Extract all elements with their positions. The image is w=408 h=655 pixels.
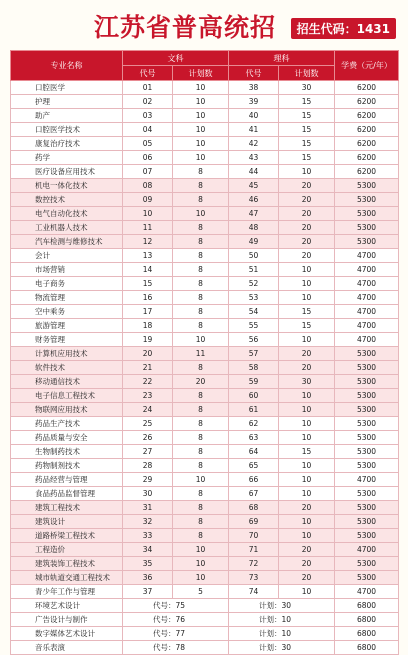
major-cell: 物联网应用技术 [11, 403, 123, 417]
wenke-plan-cell: 10 [173, 151, 229, 165]
fee-cell: 5300 [335, 417, 399, 431]
fee-cell: 6200 [335, 137, 399, 151]
header [0, 0, 408, 48]
like-code-cell: 67 [229, 487, 279, 501]
like-plan-cell: 10 [279, 431, 335, 445]
wenke-plan-cell: 8 [173, 529, 229, 543]
table-row [11, 81, 399, 95]
table-row [11, 221, 399, 235]
wenke-code-cell: 35 [123, 557, 173, 571]
like-code-cell: 61 [229, 403, 279, 417]
wenke-plan-cell: 8 [173, 361, 229, 375]
fee-cell: 6200 [335, 165, 399, 179]
like-code-cell: 38 [229, 81, 279, 95]
wenke-code-cell: 24 [123, 403, 173, 417]
fee-cell: 5300 [335, 179, 399, 193]
wenke-code-cell: 01 [123, 81, 173, 95]
table-row [11, 123, 399, 137]
wenke-code-cell: 25 [123, 417, 173, 431]
table-row [11, 431, 399, 445]
like-plan-cell: 20 [279, 557, 335, 571]
major-cell: 广告设计与制作 [11, 613, 123, 627]
fee-cell: 5300 [335, 207, 399, 221]
wenke-code-cell: 15 [123, 277, 173, 291]
fee-cell: 4700 [335, 249, 399, 263]
major-cell: 软件技术 [11, 361, 123, 375]
fee-cell: 5300 [335, 501, 399, 515]
like-code-cell: 68 [229, 501, 279, 515]
like-code-cell: 41 [229, 123, 279, 137]
fee-cell: 6800 [335, 627, 399, 641]
major-cell: 环境艺术设计 [11, 599, 123, 613]
like-code-cell: 45 [229, 179, 279, 193]
wenke-plan-cell: 8 [173, 277, 229, 291]
wenke-code-cell: 33 [123, 529, 173, 543]
like-plan-cell: 10 [279, 417, 335, 431]
major-cell: 财务管理 [11, 333, 123, 347]
like-plan-cell: 15 [279, 319, 335, 333]
fee-cell: 4700 [335, 473, 399, 487]
like-plan-header: 计划数 [279, 66, 335, 81]
like-plan-cell: 20 [279, 501, 335, 515]
like-plan-cell: 10 [279, 333, 335, 347]
wenke-plan-cell: 8 [173, 501, 229, 515]
major-cell: 口腔医学 [11, 81, 123, 95]
wenke-code-header: 代号 [123, 66, 173, 81]
like-code-cell: 60 [229, 389, 279, 403]
like-plan-cell: 10 [279, 291, 335, 305]
wenke-code-cell: 19 [123, 333, 173, 347]
fee-cell: 5300 [335, 529, 399, 543]
like-plan-cell: 15 [279, 305, 335, 319]
like-plan-cell: 20 [279, 543, 335, 557]
fee-cell: 5300 [335, 361, 399, 375]
like-code-cell: 66 [229, 473, 279, 487]
like-code-cell: 65 [229, 459, 279, 473]
wenke-code-cell: 14 [123, 263, 173, 277]
table-row [11, 333, 399, 347]
table-row [11, 305, 399, 319]
wenke-plan-cell: 8 [173, 487, 229, 501]
like-plan-cell: 20 [279, 221, 335, 235]
combined-code-cell: 代号：76 [123, 613, 229, 627]
wenke-code-cell: 06 [123, 151, 173, 165]
major-cell: 汽车检测与维修技术 [11, 235, 123, 249]
table-row [11, 361, 399, 375]
admission-table [10, 50, 399, 655]
major-cell: 电子商务 [11, 277, 123, 291]
major-cell: 青少年工作与管理 [11, 585, 123, 599]
wenke-plan-cell: 8 [173, 165, 229, 179]
wenke-plan-cell: 10 [173, 543, 229, 557]
like-code-cell: 43 [229, 151, 279, 165]
like-code-cell: 69 [229, 515, 279, 529]
like-code-cell: 44 [229, 165, 279, 179]
wenke-plan-cell: 5 [173, 585, 229, 599]
wenke-plan-cell: 10 [173, 207, 229, 221]
wenke-plan-cell: 8 [173, 193, 229, 207]
fee-cell: 4700 [335, 319, 399, 333]
wenke-code-cell: 37 [123, 585, 173, 599]
wenke-plan-cell: 8 [173, 305, 229, 319]
fee-cell: 5300 [335, 431, 399, 445]
major-cell: 空中乘务 [11, 305, 123, 319]
wenke-code-cell: 02 [123, 95, 173, 109]
like-plan-cell: 30 [279, 81, 335, 95]
table-row [11, 291, 399, 305]
like-header: 理科 [229, 51, 335, 66]
major-cell: 电气自动化技术 [11, 207, 123, 221]
wenke-code-cell: 34 [123, 543, 173, 557]
wenke-plan-cell: 11 [173, 347, 229, 361]
like-plan-cell: 20 [279, 193, 335, 207]
wenke-code-cell: 08 [123, 179, 173, 193]
like-code-cell: 52 [229, 277, 279, 291]
fee-cell: 6200 [335, 95, 399, 109]
like-code-cell: 56 [229, 333, 279, 347]
fee-cell: 5300 [335, 459, 399, 473]
table-row [11, 263, 399, 277]
wenke-plan-cell: 10 [173, 571, 229, 585]
fee-cell: 5300 [335, 445, 399, 459]
table-row [11, 473, 399, 487]
like-code-cell: 48 [229, 221, 279, 235]
fee-cell: 6800 [335, 613, 399, 627]
like-code-cell: 54 [229, 305, 279, 319]
wenke-code-cell: 16 [123, 291, 173, 305]
table-row [11, 375, 399, 389]
major-cell: 食品药品监督管理 [11, 487, 123, 501]
wenke-code-cell: 31 [123, 501, 173, 515]
like-code-cell: 47 [229, 207, 279, 221]
like-plan-cell: 10 [279, 403, 335, 417]
fee-cell: 5300 [335, 221, 399, 235]
fee-cell: 4700 [335, 585, 399, 599]
like-code-cell: 49 [229, 235, 279, 249]
like-code-cell: 64 [229, 445, 279, 459]
wenke-plan-cell: 8 [173, 459, 229, 473]
table-row [11, 501, 399, 515]
table-row [11, 249, 399, 263]
fee-cell: 5300 [335, 557, 399, 571]
fee-cell: 6200 [335, 151, 399, 165]
wenke-code-cell: 20 [123, 347, 173, 361]
like-plan-cell: 20 [279, 207, 335, 221]
major-cell: 药品生产技术 [11, 417, 123, 431]
table-row [11, 235, 399, 249]
like-plan-cell: 20 [279, 249, 335, 263]
wenke-plan-cell: 8 [173, 515, 229, 529]
wenke-code-cell: 05 [123, 137, 173, 151]
like-code-cell: 71 [229, 543, 279, 557]
fee-cell: 4700 [335, 543, 399, 557]
like-code-cell: 39 [229, 95, 279, 109]
like-plan-cell: 10 [279, 585, 335, 599]
major-cell: 城市轨道交通工程技术 [11, 571, 123, 585]
fee-cell: 6800 [335, 641, 399, 655]
fee-cell: 6200 [335, 109, 399, 123]
wenke-plan-cell: 8 [173, 291, 229, 305]
like-plan-cell: 10 [279, 473, 335, 487]
like-code-cell: 58 [229, 361, 279, 375]
major-cell: 医疗设备应用技术 [11, 165, 123, 179]
wenke-code-cell: 18 [123, 319, 173, 333]
major-cell: 助产 [11, 109, 123, 123]
major-cell: 旅游管理 [11, 319, 123, 333]
major-cell: 电子信息工程技术 [11, 389, 123, 403]
like-code-header: 代号 [229, 66, 279, 81]
like-plan-cell: 20 [279, 347, 335, 361]
table-row [11, 319, 399, 333]
major-cell: 工程造价 [11, 543, 123, 557]
table-row [11, 543, 399, 557]
table-row [11, 137, 399, 151]
like-plan-cell: 15 [279, 151, 335, 165]
wenke-plan-cell: 10 [173, 123, 229, 137]
major-cell: 市场营销 [11, 263, 123, 277]
major-cell: 药品质量与安全 [11, 431, 123, 445]
combined-plan-cell: 计划：30 [229, 641, 335, 655]
wenke-plan-cell: 10 [173, 81, 229, 95]
fee-cell: 4700 [335, 333, 399, 347]
like-code-cell: 74 [229, 585, 279, 599]
wenke-code-cell: 22 [123, 375, 173, 389]
fee-cell: 6800 [335, 599, 399, 613]
major-cell: 建筑设计 [11, 515, 123, 529]
wenke-plan-cell: 10 [173, 95, 229, 109]
major-cell: 计算机应用技术 [11, 347, 123, 361]
major-cell: 音乐表演 [11, 641, 123, 655]
fee-cell: 4700 [335, 305, 399, 319]
major-cell: 生物制药技术 [11, 445, 123, 459]
like-code-cell: 62 [229, 417, 279, 431]
wenke-plan-cell: 8 [173, 389, 229, 403]
wenke-plan-cell: 8 [173, 319, 229, 333]
fee-header: 学费（元/年） [335, 51, 399, 81]
table-row [11, 109, 399, 123]
major-cell: 物流管理 [11, 291, 123, 305]
wenke-plan-cell: 10 [173, 557, 229, 571]
like-plan-cell: 15 [279, 445, 335, 459]
table-row [11, 403, 399, 417]
like-plan-cell: 10 [279, 529, 335, 543]
like-plan-cell: 20 [279, 235, 335, 249]
table-body [11, 81, 399, 655]
like-plan-cell: 30 [279, 375, 335, 389]
fee-cell: 6200 [335, 123, 399, 137]
table-row [11, 389, 399, 403]
like-plan-cell: 10 [279, 263, 335, 277]
like-plan-cell: 10 [279, 165, 335, 179]
major-cell: 药学 [11, 151, 123, 165]
table-row [11, 445, 399, 459]
like-code-cell: 53 [229, 291, 279, 305]
table-row [11, 487, 399, 501]
table-row [11, 193, 399, 207]
like-plan-cell: 20 [279, 571, 335, 585]
fee-cell: 4700 [335, 291, 399, 305]
like-plan-cell: 15 [279, 95, 335, 109]
combined-plan-cell: 计划：10 [229, 627, 335, 641]
wenke-plan-cell: 8 [173, 179, 229, 193]
major-cell: 数字媒体艺术设计 [11, 627, 123, 641]
like-plan-cell: 10 [279, 487, 335, 501]
wenke-code-cell: 27 [123, 445, 173, 459]
wenke-code-cell: 03 [123, 109, 173, 123]
wenke-plan-cell: 20 [173, 375, 229, 389]
like-code-cell: 50 [229, 249, 279, 263]
combined-code-cell: 代号：75 [123, 599, 229, 613]
major-cell: 机电一体化技术 [11, 179, 123, 193]
wenke-plan-cell: 8 [173, 221, 229, 235]
like-plan-cell: 10 [279, 459, 335, 473]
major-cell: 道路桥梁工程技术 [11, 529, 123, 543]
wenke-code-cell: 13 [123, 249, 173, 263]
major-cell: 康复治疗技术 [11, 137, 123, 151]
wenke-code-cell: 26 [123, 431, 173, 445]
wenke-plan-cell: 8 [173, 445, 229, 459]
like-plan-cell: 10 [279, 277, 335, 291]
fee-cell: 4700 [335, 263, 399, 277]
major-cell: 护理 [11, 95, 123, 109]
table-row [11, 277, 399, 291]
table-row [11, 641, 399, 655]
fee-cell: 5300 [335, 375, 399, 389]
combined-plan-cell: 计划：30 [229, 599, 335, 613]
like-code-cell: 63 [229, 431, 279, 445]
fee-cell: 5300 [335, 235, 399, 249]
like-code-cell: 59 [229, 375, 279, 389]
wenke-code-cell: 29 [123, 473, 173, 487]
table-row [11, 529, 399, 543]
like-plan-cell: 15 [279, 123, 335, 137]
wenke-plan-cell: 10 [173, 333, 229, 347]
fee-cell: 5300 [335, 571, 399, 585]
like-plan-cell: 20 [279, 179, 335, 193]
table-row [11, 459, 399, 473]
wenke-plan-cell: 8 [173, 431, 229, 445]
wenke-code-cell: 09 [123, 193, 173, 207]
like-code-cell: 73 [229, 571, 279, 585]
wenke-code-cell: 30 [123, 487, 173, 501]
table-row [11, 207, 399, 221]
wenke-plan-cell: 10 [173, 137, 229, 151]
major-cell: 会计 [11, 249, 123, 263]
wenke-code-cell: 17 [123, 305, 173, 319]
wenke-plan-cell: 8 [173, 263, 229, 277]
major-cell: 移动通信技术 [11, 375, 123, 389]
table-row [11, 165, 399, 179]
like-code-cell: 42 [229, 137, 279, 151]
like-plan-cell: 15 [279, 109, 335, 123]
like-plan-cell: 15 [279, 137, 335, 151]
major-header: 专业名称 [11, 51, 123, 81]
table-row [11, 417, 399, 431]
wenke-code-cell: 32 [123, 515, 173, 529]
wenke-code-cell: 28 [123, 459, 173, 473]
fee-cell: 5300 [335, 515, 399, 529]
wenke-code-cell: 23 [123, 389, 173, 403]
wenke-plan-cell: 8 [173, 417, 229, 431]
wenke-code-cell: 21 [123, 361, 173, 375]
table-row [11, 347, 399, 361]
wenke-plan-cell: 8 [173, 403, 229, 417]
combined-plan-cell: 计划：10 [229, 613, 335, 627]
fee-cell: 5300 [335, 193, 399, 207]
major-cell: 药品经营与管理 [11, 473, 123, 487]
table-row [11, 95, 399, 109]
major-cell: 建筑装饰工程技术 [11, 557, 123, 571]
fee-cell: 5300 [335, 389, 399, 403]
major-cell: 药物制剂技术 [11, 459, 123, 473]
wenke-plan-cell: 10 [173, 473, 229, 487]
like-code-cell: 72 [229, 557, 279, 571]
like-code-cell: 57 [229, 347, 279, 361]
admission-code-badge: 招生代码：1431 [291, 18, 396, 39]
wenke-code-cell: 10 [123, 207, 173, 221]
major-cell: 建筑工程技术 [11, 501, 123, 515]
fee-cell: 6200 [335, 81, 399, 95]
like-code-cell: 51 [229, 263, 279, 277]
table-row [11, 179, 399, 193]
fee-cell: 4700 [335, 277, 399, 291]
wenke-header: 文科 [123, 51, 229, 66]
wenke-plan-header: 计划数 [173, 66, 229, 81]
wenke-code-cell: 11 [123, 221, 173, 235]
wenke-code-cell: 04 [123, 123, 173, 137]
like-plan-cell: 10 [279, 389, 335, 403]
table-row [11, 571, 399, 585]
table-row [11, 613, 399, 627]
fee-cell: 5300 [335, 487, 399, 501]
like-plan-cell: 20 [279, 361, 335, 375]
like-code-cell: 40 [229, 109, 279, 123]
combined-code-cell: 代号：77 [123, 627, 229, 641]
page-title: 江苏省普高统招 [94, 13, 277, 42]
major-cell: 口腔医学技术 [11, 123, 123, 137]
table-row [11, 151, 399, 165]
major-cell: 工业机器人技术 [11, 221, 123, 235]
table-row [11, 557, 399, 571]
fee-cell: 5300 [335, 403, 399, 417]
like-code-cell: 70 [229, 529, 279, 543]
wenke-plan-cell: 8 [173, 235, 229, 249]
table-row [11, 599, 399, 613]
wenke-plan-cell: 8 [173, 249, 229, 263]
table-row [11, 627, 399, 641]
like-code-cell: 46 [229, 193, 279, 207]
like-code-cell: 55 [229, 319, 279, 333]
table-row [11, 585, 399, 599]
table-row [11, 515, 399, 529]
wenke-code-cell: 12 [123, 235, 173, 249]
major-cell: 数控技术 [11, 193, 123, 207]
combined-code-cell: 代号：78 [123, 641, 229, 655]
wenke-code-cell: 07 [123, 165, 173, 179]
like-plan-cell: 10 [279, 515, 335, 529]
wenke-plan-cell: 10 [173, 109, 229, 123]
wenke-code-cell: 36 [123, 571, 173, 585]
table-head [11, 51, 399, 81]
fee-cell: 5300 [335, 347, 399, 361]
